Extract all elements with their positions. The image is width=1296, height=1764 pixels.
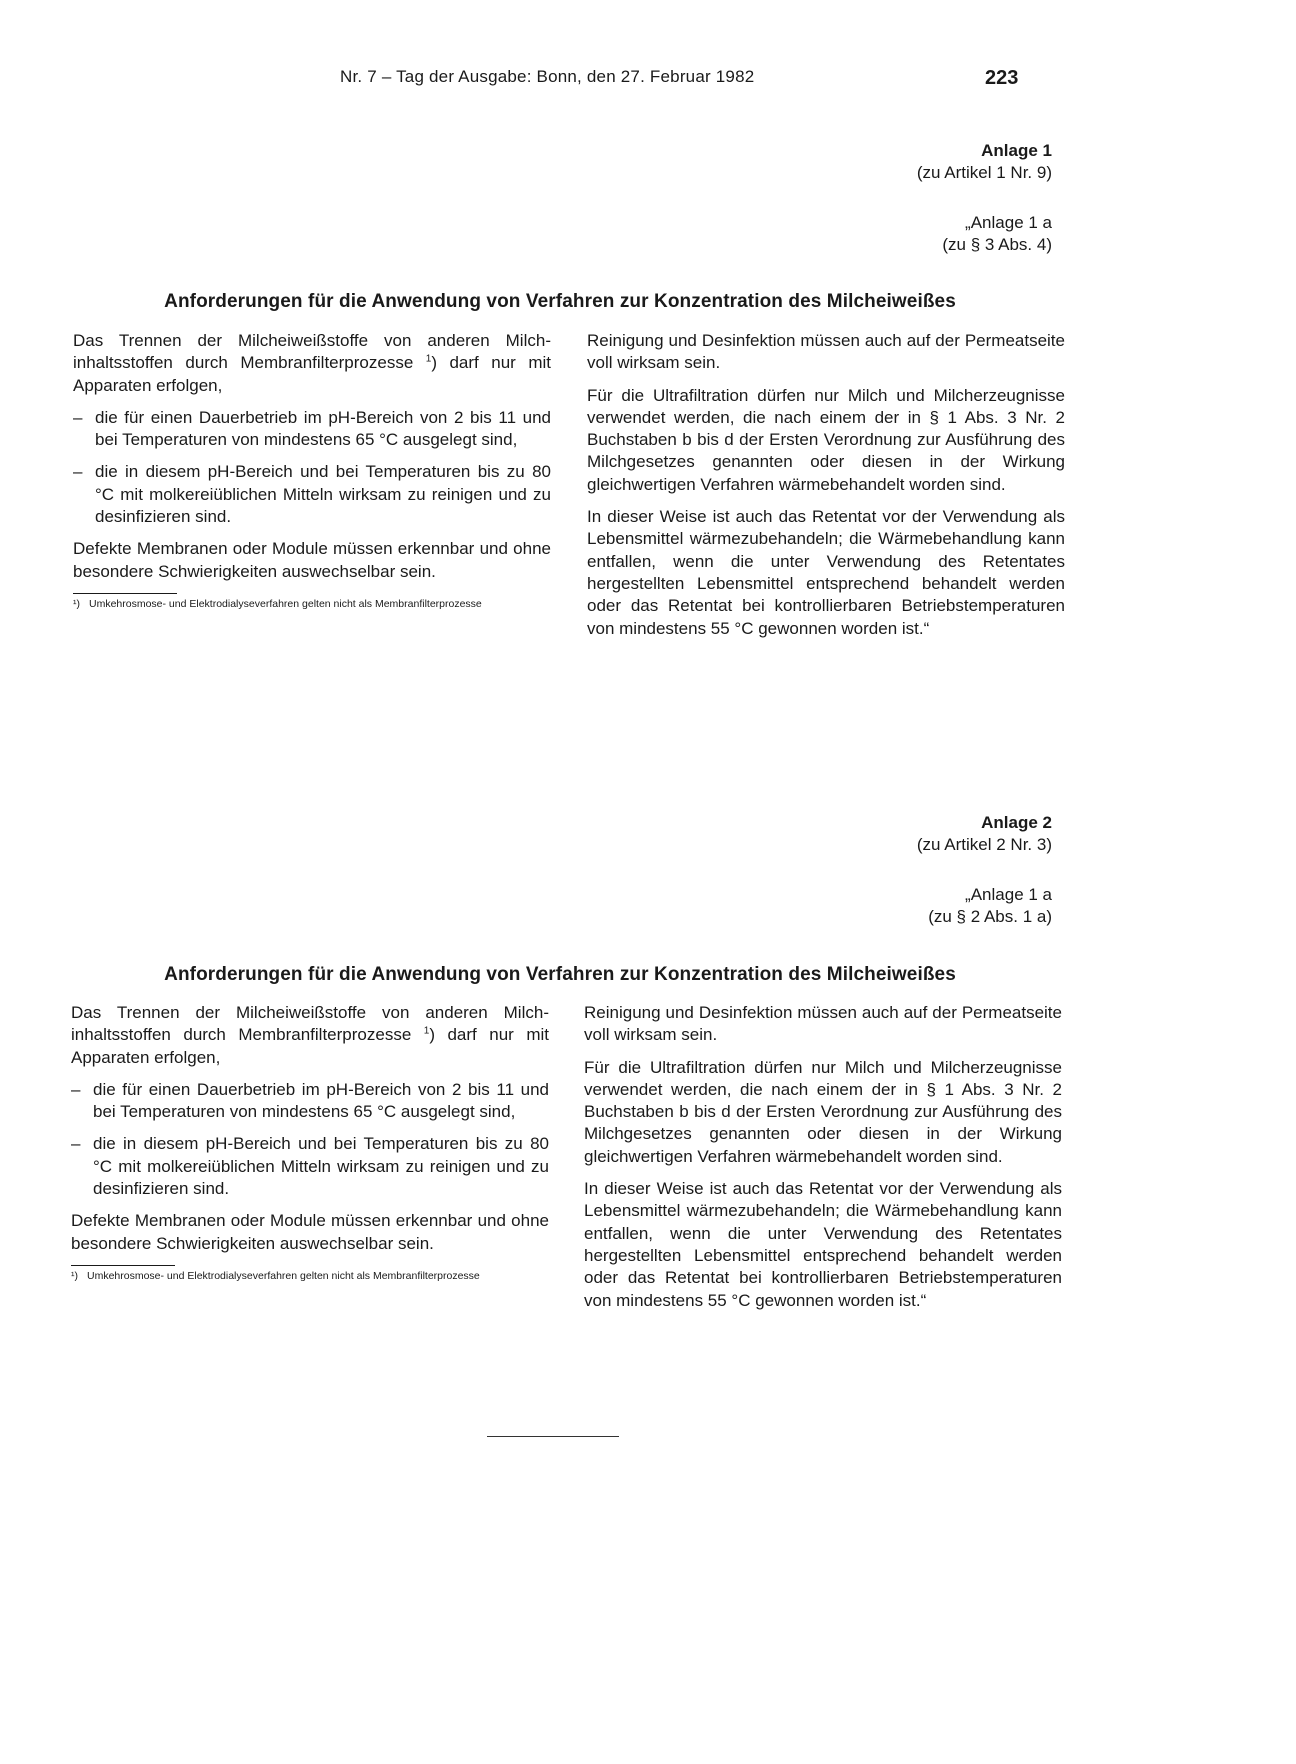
anlage-ref: (zu Artikel 1 Nr. 9) (916, 163, 1052, 182)
right-column (587, 330, 1065, 650)
left-column (71, 1002, 549, 1283)
end-of-document-rule (487, 1436, 619, 1437)
anlage-ref: (zu Artikel 2 Nr. 3) (916, 835, 1052, 854)
sub-ref: (zu § 2 Abs. 1 a) (928, 907, 1052, 926)
section-heading: Anforderungen für die Anwendung von Verfahren zur Konzentration des Milcheiweißes (164, 291, 956, 312)
anlage-label: Anlage 2 (981, 813, 1052, 832)
paragraph: In dieser Weise ist auch das Retentat vor der Verwendung als Lebensmittel wärmezubehandeln; die Wärmebehandlung kann entfallen, wenn die unter Verwendung des Retentates hergestellten Lebensmittel entsprechend behandelt werden oder das Retentat bei kontrollierbaren Betriebstemperaturen von mindestens 55 °C gewonnen worden ist.“ (584, 1179, 1062, 1310)
intro-paragraph: Das Trennen der Milcheiweißstoffe von anderen Milchinhaltsstoffen durch Membranfilterprozesse $^1$) darf nur mit Apparaten erfolgen, (73, 331, 551, 395)
list-item: – die in diesem pH-Bereich und bei Temperaturen bis zu 80 °C mit molkereiüblichen Mitteln wirksam zu reinigen und zu desinfizieren sind. (73, 462, 551, 527)
anlage-label: Anlage 1 (981, 141, 1052, 160)
issue-header: Nr. 7 – Tag der Ausgabe: Bonn, den 27. Februar 1982 (340, 67, 755, 86)
paragraph: In dieser Weise ist auch das Retentat vor der Verwendung als Lebensmittel wärmezubehandeln; die Wärmebehandlung kann entfallen, wenn die unter Verwendung des Retentates hergestellten Lebensmittel entsprechend behandelt werden oder das Retentat bei kontrollierbaren Betriebstemperaturen von mindestens 55 °C gewonnen worden ist.“ (587, 507, 1065, 638)
page-number: 223 (985, 67, 1019, 89)
sub-label: „Anlage 1 a (965, 885, 1052, 904)
sub-ref: (zu § 3 Abs. 4) (942, 235, 1052, 254)
list-item: – die in diesem pH-Bereich und bei Temperaturen bis zu 80 °C mit molkereiüblichen Mitteln wirksam zu reinigen und zu desinfizieren sind. (71, 1134, 549, 1199)
section-heading: Anforderungen für die Anwendung von Verfahren zur Konzentration des Milcheiweißes (164, 964, 956, 985)
paragraph: Für die Ultrafiltration dürfen nur Milch und Milcherzeugnisse verwendet werden, die nach einem der in § 1 Abs. 3 Nr. 2 Buchstaben b bis d der Ersten Verordnung zur Ausführung des Milchgesetzes genannten oder diesen in der Wirkung gleichwertigen Verfahren wärmebehandelt worden sind. (584, 1057, 1062, 1166)
footnote: ¹) Umkehrosmose- und Elektrodialyseverfahren gelten nicht als Membranfilterprozesse (71, 1269, 480, 1282)
footnote-rule (71, 1265, 175, 1266)
paragraph: Reinigung und Desinfektion müssen auch auf der Permeatseite voll wirksam sein. (584, 1003, 1062, 1045)
list-item: – die für einen Dauerbetrieb im pH-Bereich von 2 bis 11 und bei Temperaturen von mindestens 65 °C ausgelegt sind, (73, 407, 551, 450)
paragraph: Reinigung und Desinfektion müssen auch auf der Permeatseite voll wirksam sein. (587, 331, 1065, 373)
sub-label: „Anlage 1 a (965, 213, 1052, 232)
right-column (584, 1002, 1062, 1322)
footnote: ¹) Umkehrosmose- und Elektrodialyseverfahren gelten nicht als Membranfilterprozesse (73, 597, 482, 610)
left-column (73, 330, 551, 611)
anlage-1a-reference (928, 884, 1052, 928)
anlage-2-reference (917, 812, 1052, 856)
anlage-1a-reference (942, 212, 1052, 256)
footnote-rule (73, 593, 177, 594)
defect-paragraph: Defekte Membranen oder Module müssen erkennbar und ohne besondere Schwierigkeiten auswechselbar sein. (73, 539, 551, 581)
intro-paragraph: Das Trennen der Milcheiweißstoffe von anderen Milchinhaltsstoffen durch Membranfilterprozesse $^1$) darf nur mit Apparaten erfolgen, (71, 1003, 549, 1067)
list-item: – die für einen Dauerbetrieb im pH-Bereich von 2 bis 11 und bei Temperaturen von mindestens 65 °C ausgelegt sind, (71, 1079, 549, 1122)
defect-paragraph: Defekte Membranen oder Module müssen erkennbar und ohne besondere Schwierigkeiten auswechselbar sein. (71, 1211, 549, 1253)
paragraph: Für die Ultrafiltration dürfen nur Milch und Milcherzeugnisse verwendet werden, die nach einem der in § 1 Abs. 3 Nr. 2 Buchstaben b bis d der Ersten Verordnung zur Ausführung des Milchgesetzes genannten oder diesen in der Wirkung gleichwertigen Verfahren wärmebehandelt worden sind. (587, 385, 1065, 494)
anlage-1-reference (917, 140, 1052, 184)
